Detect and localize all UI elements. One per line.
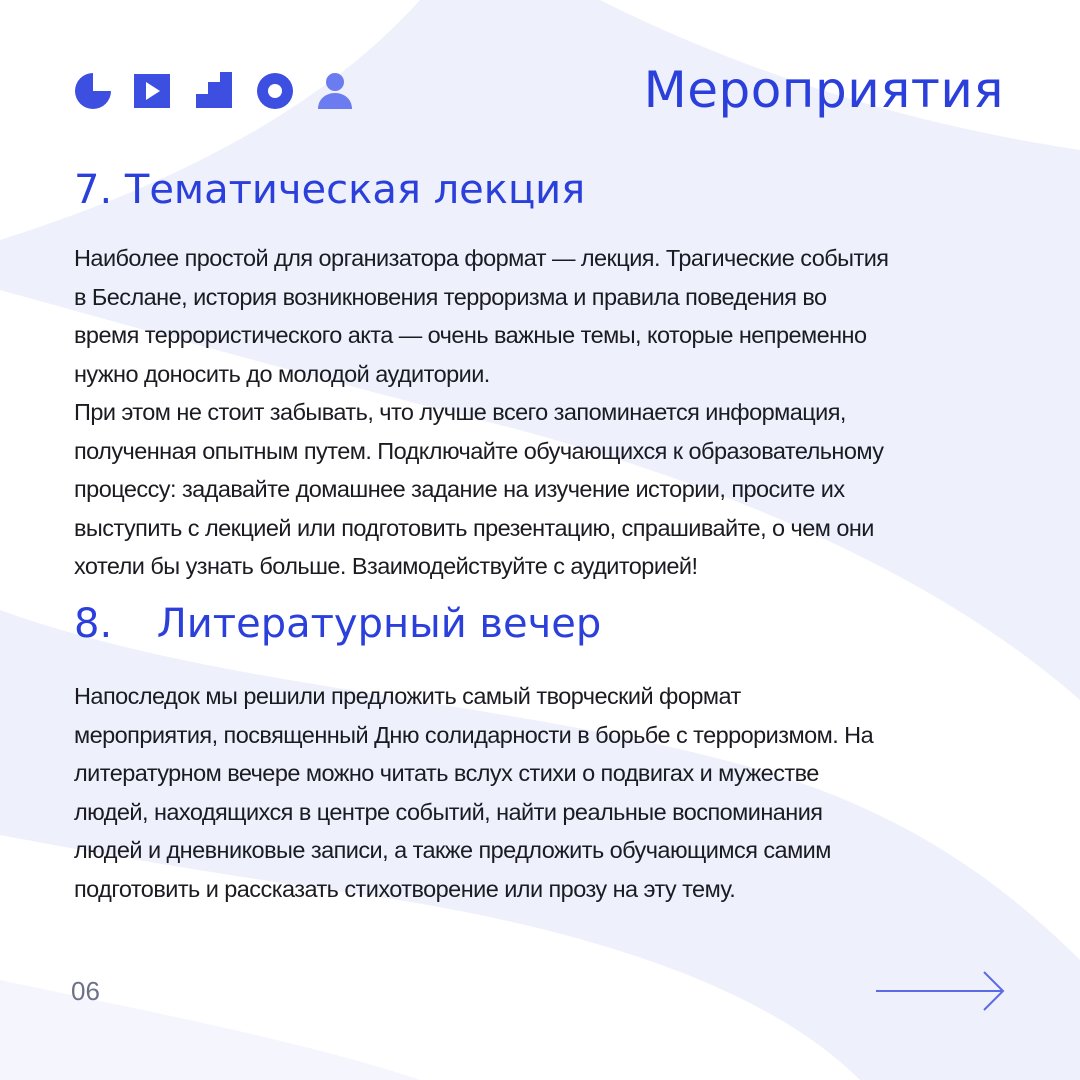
paragraph-thematic-lecture [74,239,1022,586]
text-line: в Беслане, история возникновения терроризма и правила поведения во [74,283,827,310]
text-line: мероприятия, посвященный Дню солидарности в борьбе с терроризмом. На [74,721,874,748]
section-number: 8. [74,601,113,647]
section-title: Мероприятия [643,61,1004,119]
person-icon [316,72,354,110]
section-heading-text: Литературный вечер [156,601,602,647]
page-number: 06 [71,976,100,1006]
text-line: людей, находящихся в центре событий, найти реальные воспоминания [74,798,823,825]
pie-icon [74,72,112,110]
section-number: 7. [74,167,113,213]
steps-icon [196,72,234,110]
text-line: При этом не стоит забывать, что лучше всего запоминается информация, [74,399,846,425]
text-line: подготовить и рассказать стихотворение или прозу на эту тему. [74,875,736,902]
ring-icon [256,72,294,110]
heading-thematic-lecture [74,164,585,216]
text-line: литературном вечере можно читать вслух стихи о подвигах и мужестве [74,760,819,786]
arrow-right-icon[interactable] [872,968,1008,1014]
text-line: процессу: задавайте домашнее задание на изучение истории, просите их [74,476,845,502]
section-heading-text: Тематическая лекция [124,167,586,213]
text-line: выступить с лекцией или подготовить презентацию, спрашивайте, о чем они [74,514,874,541]
heading-literary-evening [74,598,601,650]
play-icon [134,72,172,110]
text-line: Наиболее простой для организатора формат — лекция. Трагические события [74,245,889,271]
text-line: хотели бы узнать больше. Взаимодействуйте с аудиторией! [74,553,698,579]
text-line: полученная опытным путем. Подключайте обучающихся к образовательному [74,437,884,464]
text-line: людей и дневниковые записи, а также предложить обучающимся самим [74,837,831,863]
text-line: Напоследок мы решили предложить самый творческий формат [74,683,741,709]
text-line: время террористического акта — очень важные темы, которые непременно [74,322,867,348]
text-line: нужно доносить до молодой аудитории. [74,360,490,387]
paragraph-literary-evening [74,677,1022,908]
